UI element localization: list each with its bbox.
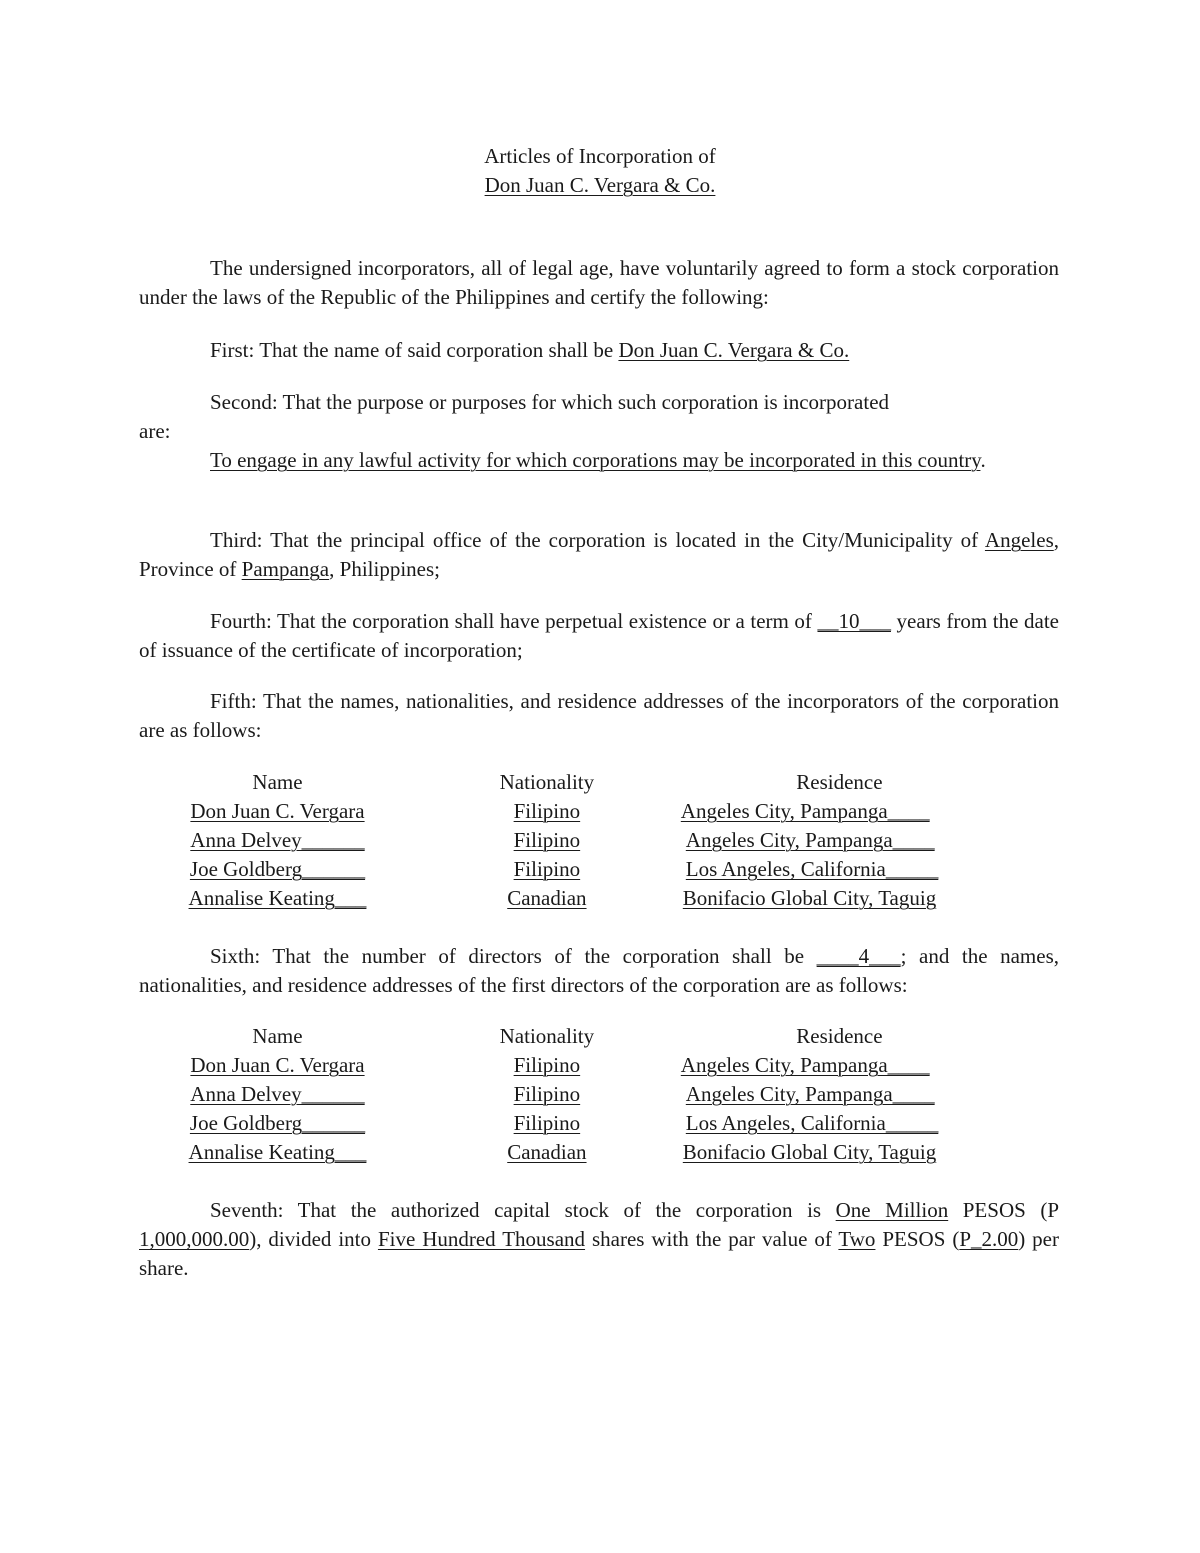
article-seventh bbox=[139, 1196, 1059, 1283]
header-nationality: Nationality bbox=[499, 1024, 595, 1048]
director-nationality: Filipino bbox=[513, 1082, 581, 1106]
article-second-line2: are: bbox=[139, 419, 171, 443]
incorporator-residence: Los Angeles, California_____ bbox=[685, 857, 939, 881]
purpose-text: To engage in any lawful activity for which corporations may be incorporated in this country bbox=[210, 448, 981, 472]
directors-table bbox=[140, 1022, 1060, 1167]
sixth-text-1: Sixth: That the number of directors of the corporation shall be bbox=[210, 944, 817, 968]
incorporator-residence: Angeles City, Pampanga____ bbox=[680, 799, 930, 823]
capital-amount-number: 1,000,000.00 bbox=[139, 1227, 250, 1251]
header-nationality: Nationality bbox=[499, 770, 595, 794]
fourth-text-1: Fourth: That the corporation shall have perpetual existence or a term of bbox=[210, 609, 818, 633]
table-header-row bbox=[140, 768, 1060, 797]
director-name: Don Juan C. Vergara bbox=[190, 1053, 365, 1077]
table-row bbox=[140, 1109, 1060, 1138]
incorporator-residence: Angeles City, Pampanga____ bbox=[685, 828, 935, 852]
header-residence: Residence bbox=[796, 1024, 883, 1048]
shares-count-words: Five Hundred Thousand bbox=[377, 1227, 586, 1251]
seventh-text-5: PESOS ( bbox=[875, 1227, 960, 1251]
header-name: Name bbox=[252, 770, 303, 794]
title-company-name: Don Juan C. Vergara & Co. bbox=[484, 173, 716, 197]
article-first-text: First: That the name of said corporation shall be bbox=[210, 338, 619, 362]
incorporator-nationality: Filipino bbox=[513, 799, 581, 823]
article-third bbox=[139, 526, 1059, 584]
header-residence: Residence bbox=[796, 770, 883, 794]
table-row bbox=[140, 1080, 1060, 1109]
director-nationality: Filipino bbox=[513, 1053, 581, 1077]
third-text-1: Third: That the principal office of the corporation is located in the City/Municipality of bbox=[210, 528, 985, 552]
seventh-text-2: PESOS (P bbox=[948, 1198, 1060, 1222]
director-residence: Angeles City, Pampanga____ bbox=[680, 1053, 930, 1077]
par-value-number: P_2.00 bbox=[959, 1227, 1019, 1251]
table-header-row bbox=[140, 1022, 1060, 1051]
table-row bbox=[140, 797, 1060, 826]
incorporator-name: Annalise Keating___ bbox=[188, 886, 367, 910]
director-name: Anna Delvey______ bbox=[190, 1082, 365, 1106]
intro-paragraph: The undersigned incorporators, all of legal age, have voluntarily agreed to form a stock corporation under the laws of the Republic of the Philippines and certify the following: bbox=[139, 256, 1059, 309]
table-row bbox=[140, 855, 1060, 884]
incorporator-name: Joe Goldberg______ bbox=[189, 857, 366, 881]
article-sixth bbox=[139, 942, 1059, 1000]
director-residence: Los Angeles, California_____ bbox=[685, 1111, 939, 1135]
third-text-2: , Province of bbox=[139, 528, 1059, 581]
director-count: ____4___ bbox=[816, 944, 901, 968]
director-nationality: Canadian bbox=[507, 1140, 587, 1164]
article-second-purpose bbox=[139, 446, 1059, 475]
director-residence: Angeles City, Pampanga____ bbox=[685, 1082, 935, 1106]
table-row bbox=[140, 826, 1060, 855]
header-name: Name bbox=[252, 1024, 303, 1048]
article-fifth: Fifth: That the names, nationalities, and residence addresses of the incorporators of the corporation are as follows: bbox=[139, 689, 1059, 742]
director-name: Annalise Keating___ bbox=[188, 1140, 367, 1164]
seventh-text-3: ), divided into bbox=[249, 1227, 378, 1251]
incorporator-nationality: Canadian bbox=[507, 886, 587, 910]
table-row bbox=[140, 884, 1060, 913]
term-years: __10___ bbox=[817, 609, 891, 633]
article-first bbox=[210, 336, 849, 365]
document-title bbox=[0, 142, 1200, 200]
incorporator-name: Don Juan C. Vergara bbox=[190, 799, 365, 823]
article-second-line1: Second: That the purpose or purposes for which such corporation is incorporated bbox=[210, 390, 890, 414]
office-province: Pampanga bbox=[241, 557, 330, 581]
director-residence: Bonifacio Global City, Taguig bbox=[682, 1140, 937, 1164]
corporation-name: Don Juan C. Vergara & Co. bbox=[618, 338, 850, 362]
incorporator-residence: Bonifacio Global City, Taguig bbox=[682, 886, 937, 910]
third-text-3: , Philippines; bbox=[329, 557, 440, 581]
seventh-text-1: Seventh: That the authorized capital stock of the corporation is bbox=[210, 1198, 836, 1222]
table-row bbox=[140, 1138, 1060, 1167]
incorporators-table bbox=[140, 768, 1060, 913]
director-name: Joe Goldberg______ bbox=[189, 1111, 366, 1135]
capital-amount-words: One Million bbox=[835, 1198, 949, 1222]
par-value-words: Two bbox=[838, 1227, 876, 1251]
table-row bbox=[140, 1051, 1060, 1080]
title-line-1: Articles of Incorporation of bbox=[484, 144, 716, 168]
office-city: Angeles bbox=[984, 528, 1054, 552]
incorporator-name: Anna Delvey______ bbox=[190, 828, 365, 852]
article-fourth bbox=[139, 607, 1059, 665]
purpose-period: . bbox=[980, 448, 986, 472]
seventh-text-4: shares with the par value of bbox=[585, 1227, 839, 1251]
fourth-text-2: years from the date of issuance of the certificate of incorporation; bbox=[139, 609, 1059, 662]
sixth-text-2: ; and the names, nationalities, and residence addresses of the first directors of the corporation are as follows: bbox=[139, 944, 1059, 997]
director-nationality: Filipino bbox=[513, 1111, 581, 1135]
incorporator-nationality: Filipino bbox=[513, 828, 581, 852]
seventh-text-6: ) per share. bbox=[139, 1227, 1059, 1280]
incorporator-nationality: Filipino bbox=[513, 857, 581, 881]
